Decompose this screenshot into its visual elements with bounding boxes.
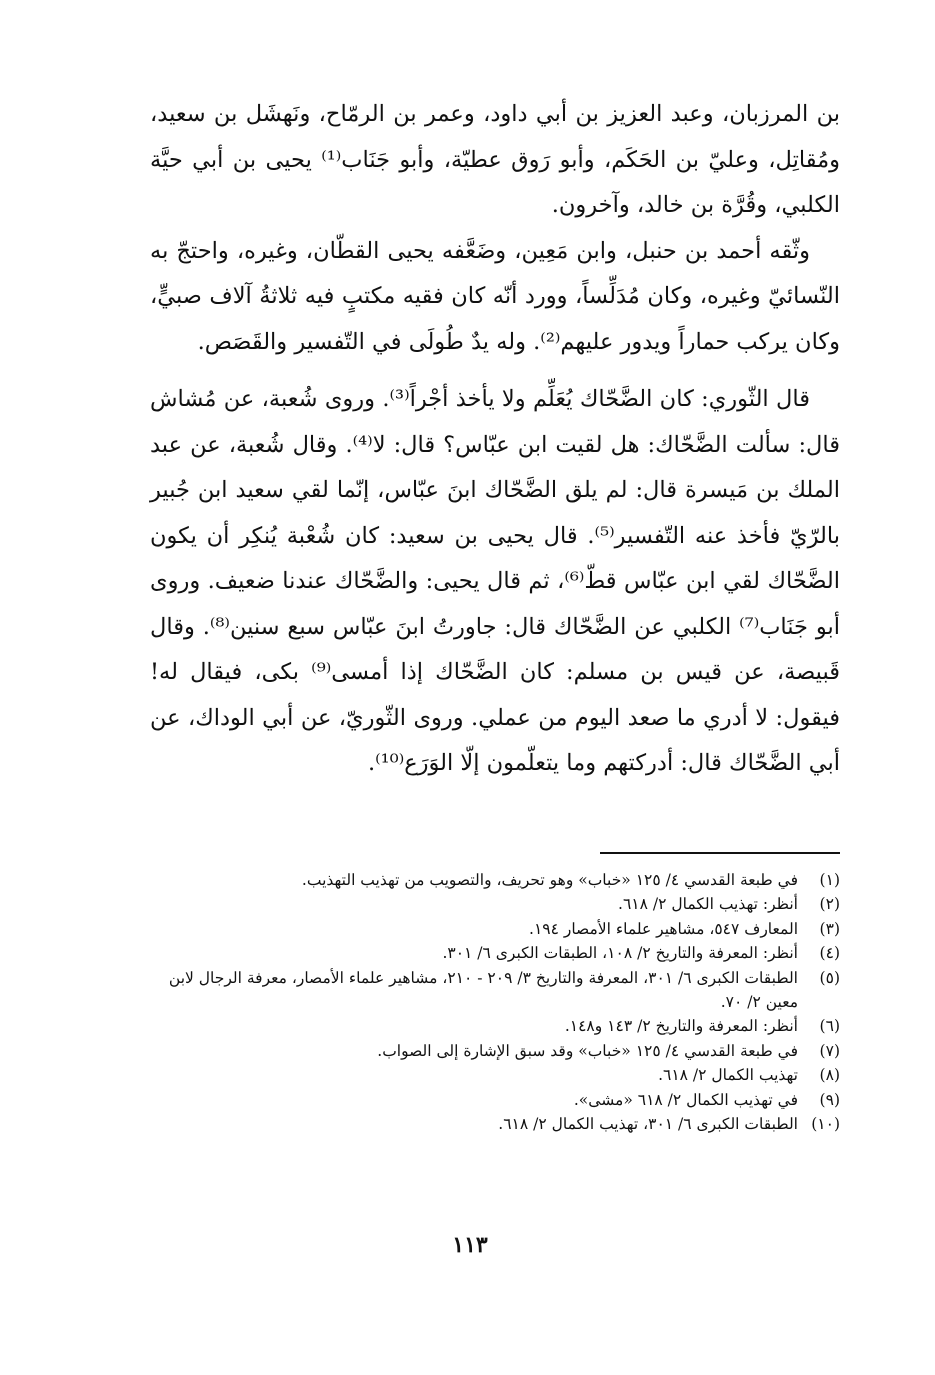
main-text (150, 92, 840, 787)
footnote-text: في طبعة القدسي ٤/ ١٢٥ «خباب» وهو تحريف، والتصويب من تهذيب التهذيب. (301, 871, 798, 889)
footnote-text: في طبعة القدسي ٤/ ١٢٥ «خباب» وقد سبق الإشارة إلى الصواب. (377, 1041, 798, 1060)
paragraph-1: بن المرزبان، وعبد العزيز بن أبي داود، وعمر بن الرمّاح، ونَهشَل بن سعيد، ومُقاتِل، وعليّ بن الحَكَم، وأبو رَوق عطيّة، وأبو جَنَاب⁽¹⁾ يحيى بن أبي حيَّة الكلبي، وقُرَّة بن خالد، وآخرون. (150, 101, 841, 218)
footnote-item (140, 1088, 840, 1112)
footnote-number: (٩) (819, 1090, 840, 1109)
footnote-number: (٥) (819, 968, 840, 987)
footnote-text: أنظر: المعرفة والتاريخ ٢/ ١٠٨، الطبقات الكبرى ٦/ ٣٠١. (442, 944, 798, 963)
footnote-separator (600, 852, 840, 854)
footnote-text: أنظر: المعرفة والتاريخ ٢/ ١٤٣ و١٤٨. (564, 1017, 798, 1036)
footnote-number: (٦) (819, 1017, 840, 1036)
footnote-text: أنظر: تهذيب الكمال ٢/ ٦١٨. (618, 895, 798, 914)
footnote-item (140, 1112, 840, 1136)
footnote-item (140, 868, 840, 892)
footnote-number: (٤) (819, 944, 840, 963)
footnote-item (140, 1063, 840, 1087)
footnote-number: (٨) (819, 1066, 840, 1085)
footnote-item (140, 892, 840, 916)
footnote-item (140, 966, 840, 1015)
paragraph-2: وثّقه أحمد بن حنبل، وابن مَعِين، وضَعَّفه يحيى القطّان، وغيره، واحتجّ به النّسائيّ وغيره، وكان مُدَلِّساً، وورد أنّه كان فقيه مكتبٍ فيه ثلاثةُ آلاف صبيٍّ، وكان يركب حماراً ويدور عليهم⁽²⁾. وله يدٌ طُولَى في التّفسير والقَصَص. (150, 237, 840, 355)
footnote-text: الطبقات الكبرى ٦/ ٣٠١، تهذيب الكمال ٢/ ٦١٨. (498, 1115, 798, 1134)
footnote-text: في تهذيب الكمال ٢/ ٦١٨ «مشى». (573, 1090, 798, 1109)
footnote-number: (٧) (819, 1041, 840, 1060)
footnote-number: (١٠) (811, 1115, 840, 1134)
footnote-text: تهذيب الكمال ٢/ ٦١٨. (658, 1066, 798, 1085)
footnote-item (140, 917, 840, 941)
footnote-item (140, 941, 840, 965)
footnote-item (140, 1014, 840, 1038)
footnote-text: الطبقات الكبرى ٦/ ٣٠١، المعرفة والتاريخ ٣/ ٢٠٩ - ٢١٠، مشاهير علماء الأمصار، معرفة الرجال لابن معين ٢/ ٧٠. (168, 968, 798, 1012)
page-number: ١١٣ (452, 1232, 488, 1258)
footnote-number: (٣) (819, 919, 840, 938)
footnote-number: (١) (819, 871, 840, 889)
footnote-item (140, 1039, 840, 1063)
footnotes-list (140, 868, 840, 1136)
footnote-number: (٢) (819, 895, 840, 914)
paragraph-3: قال الثّوري: كان الضَّحّاك يُعَلِّم ولا يأخذ أجْراً⁽³⁾. وروى شُعبة، عن مُشاش قال: سألت الضَّحّاك: هل لقيت ابن عبّاس؟ قال: لا⁽⁴⁾. وقال شُعبة، عن عبد الملك بن مَيسرة قال: لم يلق الضَّحّاك ابنَ عبّاس، إنّما لقي سعيد ابن جُبير بالرّيّ فأخذ عنه التّفسير⁽⁵⁾. قال يحيى بن سعيد: كان شُعْبة يُنكِر أن يكون الضَّحّاك لقي ابن عبّاس قطّ⁽⁶⁾، ثم قال يحيى: والضَّحّاك عندنا ضعيف. وروى أبو جَنَاب⁽⁷⁾ الكلبي عن الضَّحّاك قال: جاورتُ ابنَ عبّاس سبع سنين⁽⁸⁾. وقال قَبيصة، عن قيس بن مسلم: كان الضَّحّاك إذا أمسى⁽⁹⁾ بكى، فيقال له! فيقول: لا أدري ما صعد اليوم من عملي. وروى الثّوريّ، عن أبي الوداك، عن أبي الضَّحّاك قال: أدركتهم وما يتعلّمون إلّا الوَرَع⁽¹⁰⁾. (150, 386, 841, 776)
footnote-text: المعارف ٥٤٧، مشاهير علماء الأمصار ١٩٤. (529, 919, 798, 938)
